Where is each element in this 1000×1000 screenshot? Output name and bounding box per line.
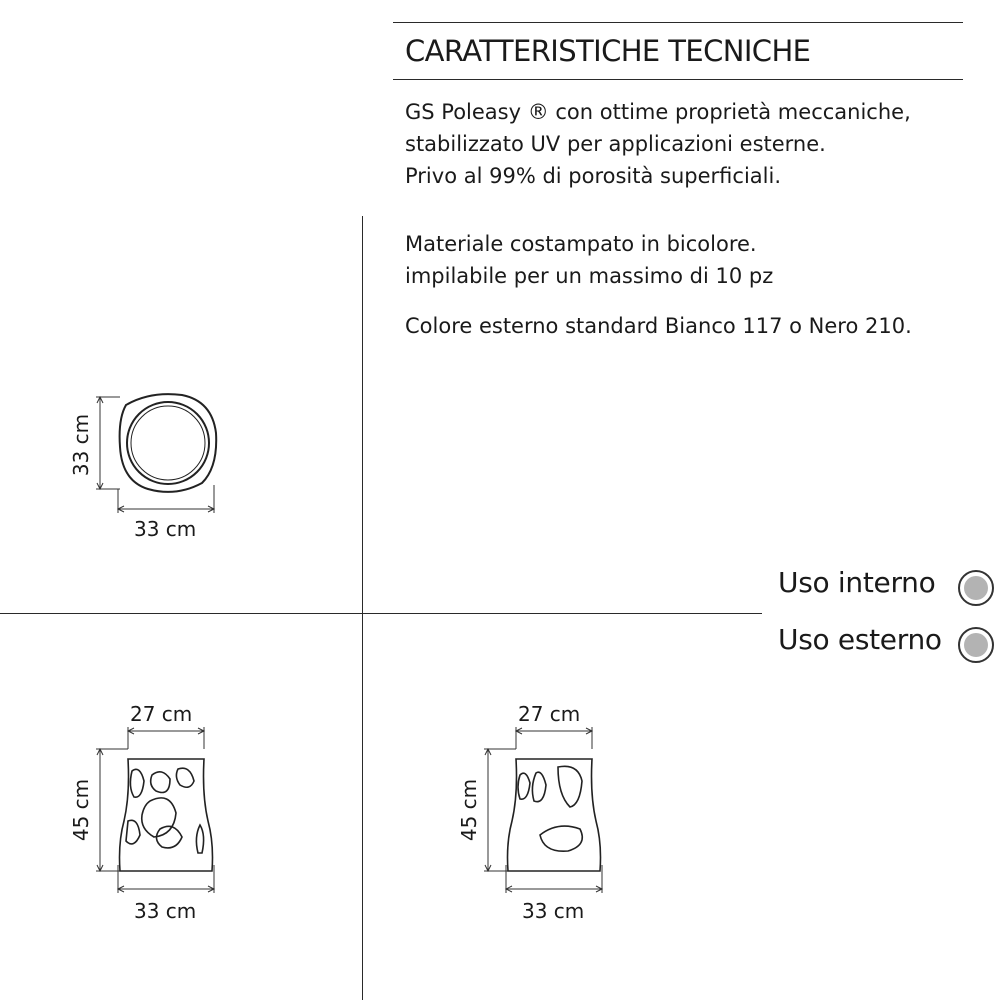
material-line: impilabile per un massimo di 10 pz: [405, 264, 774, 288]
side-a-top-width-label: 27 cm: [130, 702, 193, 726]
description-line: stabilizzato UV per applicazioni esterne.: [405, 132, 826, 156]
top-view-height-label: 33 cm: [69, 413, 93, 477]
side-view-b-drawing: [478, 725, 618, 885]
side-b-base-width-label: 33 cm: [522, 899, 585, 923]
side-a-height-label: 45 cm: [69, 778, 93, 842]
horizontal-divider: [0, 613, 762, 614]
usage-interior-radio-dot-icon: [956, 568, 996, 608]
side-b-top-width-label: 27 cm: [518, 702, 581, 726]
side-b-height-label: 45 cm: [457, 778, 481, 842]
material-block: [405, 228, 773, 292]
description-line: GS Poleasy ® con ottime proprietà meccaniche,: [405, 100, 911, 124]
side-view-a-drawing: [90, 725, 230, 885]
usage-exterior-radio-dot-icon: [956, 625, 996, 665]
color-note: Colore esterno standard Bianco 117 o Nero 210.: [405, 314, 912, 338]
section-heading: CARATTERISTICHE TECNICHE: [405, 34, 811, 68]
description-line: Privo al 99% di porosità superficiali.: [405, 164, 781, 188]
side-a-base-width-label: 33 cm: [134, 899, 197, 923]
header-top-rule: [393, 22, 963, 23]
header-bottom-rule: [393, 79, 963, 80]
top-view-drawing: [90, 385, 230, 525]
description-block: [405, 96, 911, 192]
top-view-width-label: 33 cm: [134, 517, 197, 541]
usage-exterior-label: Uso esterno: [778, 623, 942, 656]
usage-interior-label: Uso interno: [778, 566, 936, 599]
vertical-divider: [362, 216, 363, 1000]
material-line: Materiale costampato in bicolore.: [405, 232, 757, 256]
